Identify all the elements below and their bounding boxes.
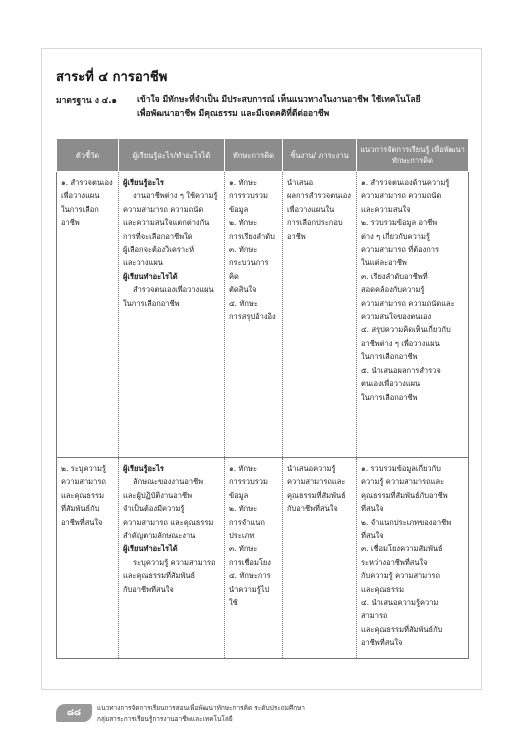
cell-line: ที่สนใจ: [361, 504, 384, 514]
cell-line: ๑. ทักษะ: [229, 178, 257, 187]
cell-line: ๔. ทักษะ: [229, 298, 258, 308]
cell-line: นำเสนอความรู้: [287, 464, 336, 473]
cell-line: กับอาชีพที่สนใจ: [123, 584, 174, 594]
header-thinking-skills: ทักษะการคิด: [225, 139, 283, 172]
indicator-cell: [57, 458, 119, 659]
do-list: [123, 283, 220, 310]
cell-line: คุณธรรมที่สัมพันธ์: [287, 490, 346, 500]
cell-line: ๓. เรียงลำดับอาชีพที่: [361, 271, 428, 281]
cell-line: นำความรู้ไปใช้: [229, 584, 270, 608]
header-learning: ผู้เรียนรู้อะไร/ทำอะไรได้: [119, 139, 225, 172]
cell-line: ในการเลือก: [61, 204, 99, 214]
cell-line: การเลือกประกอบ: [287, 218, 343, 228]
header-approach: แนวการจัดการเรียนรู้ เพื่อพัฒนาทักษะการคิด: [357, 139, 469, 172]
cell-line: การที่จะเลือกอาชีพใด: [123, 231, 193, 241]
approach-cell: [357, 172, 469, 458]
cell-line: และความสนใจ: [361, 204, 411, 214]
do-heading: ผู้เรียนทำอะไรได้: [123, 544, 178, 554]
cell-line: ต่าง ๆ เกี่ยวกับความรู้: [361, 231, 430, 241]
indicator-cell: [57, 172, 119, 458]
learn-list: [123, 189, 220, 269]
cell-line: การเชื่อมโยง: [229, 557, 271, 567]
cell-line: ๔. สรุปความคิดเห็นเกี่ยวกับ: [361, 325, 451, 335]
cell-line: การรวบรวม: [229, 191, 268, 201]
header-work: ชิ้นงาน/ ภาระงาน: [283, 139, 357, 172]
cell-line: ความสามารถ ความถนัด: [123, 204, 204, 214]
cell-line: และคุณธรรม: [361, 584, 405, 594]
cell-line: ในการเลือกอาชีพ: [361, 352, 418, 362]
cell-line: ๒. ทักษะ: [229, 218, 258, 228]
standard-line: เข้าใจ มีทักษะที่จำเป็น มีประสบการณ์ เห็นแนวทางในงานอาชีพ ใช้เทคโนโลยี: [137, 95, 421, 105]
cell-line: ๓. เชื่อมโยงความสัมพันธ์: [361, 544, 443, 554]
do-list: [123, 556, 220, 596]
cell-line: การรวบรวม: [229, 477, 268, 487]
cell-line: ความสามารถ ที่ต้องการ: [361, 245, 440, 255]
cell-line: ผลการสำรวจตนเอง: [287, 191, 351, 201]
cell-line: นำเสนอ: [287, 178, 314, 187]
cell-line: ระหว่างอาชีพที่สนใจ: [361, 557, 428, 567]
cell-line: กระบวนการคิด: [229, 258, 269, 281]
table-header-row: [57, 139, 469, 172]
cell-line: ระบุความรู้ ความสามารถ: [133, 557, 216, 567]
cell-line: อาชีพ: [61, 218, 80, 228]
cell-line: และคุณธรรมที่สัมพันธ์กับ: [361, 624, 443, 634]
cell-line: ที่สัมพันธ์กับ: [61, 504, 100, 514]
cell-line: ผู้เลือกจะต้องวิเคราะห์: [123, 245, 195, 255]
cell-line: กับอาชีพที่สนใจ: [287, 504, 338, 514]
cell-line: สำคัญตามลักษณะงาน: [123, 531, 196, 541]
cell-line: ในการเลือกอาชีพ: [361, 392, 418, 402]
cell-line: อาชีพที่สนใจ: [61, 517, 103, 527]
cell-line: ๒. ทักษะ: [229, 504, 258, 514]
cell-line: ๕. นำเสนอผลการสำรวจ: [361, 365, 441, 375]
page-number-badge: ๘๘: [56, 704, 92, 722]
cell-line: การจำแนก: [229, 517, 265, 527]
skills-cell: [225, 172, 283, 458]
cell-line: ความรู้ ความสามารถและ: [361, 477, 445, 487]
cell-line: ๒. รวบรวมข้อมูล อาชีพ: [361, 218, 438, 228]
cell-line: จำเป็นต้องมีความรู้: [123, 504, 185, 514]
skills-cell: [225, 458, 283, 659]
cell-line: ความสนใจของตนเอง: [361, 312, 432, 322]
cell-line: อาชีพต่าง ๆ เพื่อวางแผน: [361, 338, 440, 348]
cell-line: ๒. ระบุความรู้: [61, 464, 106, 473]
cell-line: และคุณธรรมที่สัมพันธ์: [123, 571, 196, 581]
learning-cell: [119, 458, 225, 659]
do-heading: ผู้เรียนทำอะไรได้: [123, 271, 178, 281]
cell-line: ที่สนใจ: [361, 531, 384, 541]
cell-line: และผู้ปฏิบัติงานอาชีพ: [123, 490, 193, 500]
cell-line: ในการเลือกอาชีพ: [123, 298, 180, 308]
cell-line: ความสามารถ ความถนัดและ: [361, 298, 455, 308]
cell-line: สำรวจตนเองเพื่อวางแผน: [133, 285, 214, 295]
cell-line: ความสามารถ ความถนัด: [361, 191, 442, 201]
work-cell: [283, 458, 357, 659]
cell-line: ๔. นำเสนอความรู้ความสามารถ: [361, 598, 439, 621]
cell-line: การสรุปอ้างอิง: [229, 312, 276, 322]
cell-line: ลักษณะของงานอาชีพ: [133, 477, 204, 487]
cell-line: อาชีพที่สนใจ: [361, 638, 403, 648]
cell-line: ข้อมูล: [229, 490, 249, 500]
footer-subject: กลุ่มสาระการเรียนรู้การงานอาชีพและเทคโนโลยี: [97, 715, 233, 723]
cell-line: ๑. ทักษะ: [229, 464, 257, 473]
standard-line: เพื่อพัฒนาอาชีพ มีคุณธรรม และมีเจตคติที่ดีต่ออาชีพ: [137, 109, 330, 119]
table-row: [57, 458, 469, 659]
indicator-table: [56, 138, 469, 659]
cell-line: และคุณธรรม: [61, 490, 105, 500]
cell-line: คุณธรรมที่สัมพันธ์กับอาชีพ: [361, 490, 448, 500]
cell-line: ๒. จำแนกประเภทของอาชีพ: [361, 517, 452, 527]
cell-line: ๔. ทักษะการ: [229, 571, 271, 581]
cell-line: งานอาชีพต่าง ๆ ใช้ความรู้: [133, 191, 218, 201]
header-indicator: ตัวชี้วัด: [57, 139, 119, 172]
learn-heading: ผู้เรียนรู้อะไร: [123, 178, 164, 187]
cell-line: กับความรู้ ความสามารถ: [361, 571, 440, 581]
cell-line: อาชีพ: [287, 231, 306, 241]
standard-label: มาตรฐาน ง ๔.๑: [56, 96, 117, 106]
cell-line: และวางแผน: [123, 258, 163, 268]
cell-line: ในแต่ละอาชีพ: [361, 258, 407, 268]
cell-line: สอดคล้องกับความรู้: [361, 285, 425, 295]
cell-line: ๑. สำรวจตนเองด้านความรู้: [361, 178, 450, 187]
cell-line: เพื่อวางแผน: [61, 191, 100, 201]
approach-cell: [357, 458, 469, 659]
learn-heading: ผู้เรียนรู้อะไร: [123, 464, 164, 473]
cell-line: การเรียงลำดับ: [229, 231, 275, 241]
cell-line: ๑. สำรวจตนเอง: [61, 178, 113, 187]
cell-line: ตนเองเพื่อวางแผน: [361, 379, 421, 389]
cell-line: ๓. ทักษะ: [229, 544, 258, 554]
cell-line: ตัดสินใจ: [229, 285, 257, 295]
learning-cell: [119, 172, 225, 458]
cell-line: ความสามารถ และคุณธรรม: [123, 517, 214, 527]
learn-list: [123, 475, 220, 542]
table-row: [57, 172, 469, 458]
cell-line: ความสามารถ: [61, 477, 106, 487]
cell-line: เพื่อวางแผนใน: [287, 204, 335, 214]
work-cell: [283, 172, 357, 458]
cell-line: และความสนใจแตกต่างกัน: [123, 218, 210, 228]
cell-line: ประเภท: [229, 531, 255, 541]
cell-line: ความสามารถและ: [287, 477, 346, 487]
footer-book-title: แนวทางการจัดการเรียนการสอนเพื่อพัฒนาทักษะการคิด ระดับประถมศึกษา: [97, 704, 305, 712]
page-title: สาระที่ ๔ การอาชีพ: [56, 70, 168, 85]
cell-line: ๑. รวบรวมข้อมูลเกี่ยวกับ: [361, 464, 441, 473]
cell-line: ข้อมูล: [229, 204, 249, 214]
cell-line: ๓. ทักษะ: [229, 245, 258, 255]
standard-text: [137, 93, 477, 121]
